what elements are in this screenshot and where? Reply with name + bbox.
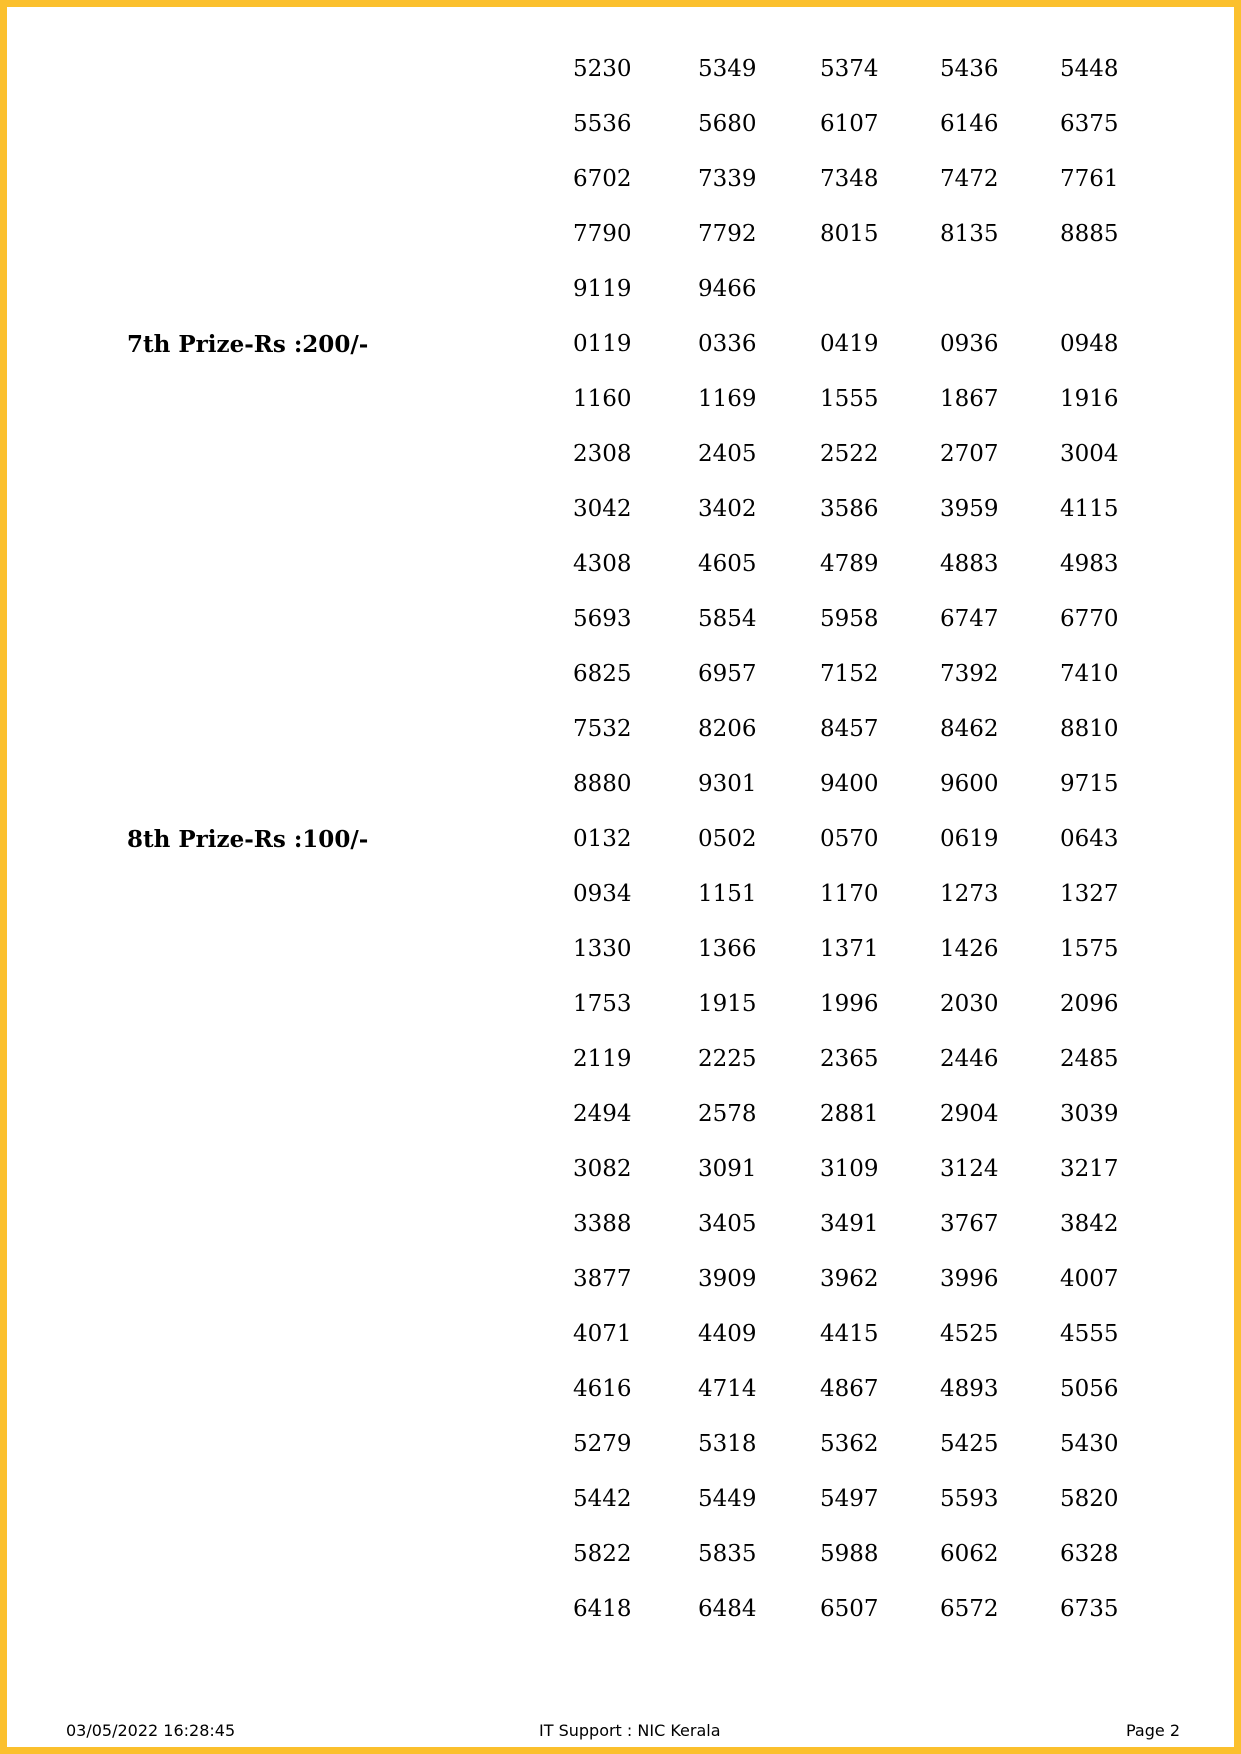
ticket-number: 3842	[1060, 1211, 1119, 1237]
ticket-number: 2096	[1060, 991, 1119, 1017]
ticket-number: 5497	[820, 1486, 879, 1512]
ticket-number: 9400	[820, 771, 879, 797]
ticket-number: 4525	[940, 1321, 999, 1347]
ticket-number: 3909	[698, 1266, 757, 1292]
footer-timestamp: 03/05/2022 16:28:45	[66, 1721, 236, 1740]
ticket-number: 1555	[820, 386, 879, 412]
ticket-number: 0419	[820, 331, 879, 357]
ticket-number: 6328	[1060, 1541, 1119, 1567]
ticket-number: 5820	[1060, 1486, 1119, 1512]
ticket-number: 3042	[573, 496, 632, 522]
ticket-number: 3491	[820, 1211, 879, 1237]
table-row	[7, 1527, 1241, 1582]
prize-heading: 8th Prize-Rs :100/-	[127, 826, 369, 853]
ticket-number: 7348	[820, 166, 879, 192]
table-row	[7, 1362, 1241, 1417]
ticket-number: 7532	[573, 716, 632, 742]
ticket-number: 5362	[820, 1431, 879, 1457]
table-row	[7, 317, 1241, 372]
ticket-number: 4007	[1060, 1266, 1119, 1292]
ticket-number: 3767	[940, 1211, 999, 1237]
ticket-number: 1366	[698, 936, 757, 962]
ticket-number: 2030	[940, 991, 999, 1017]
footer-page-number: Page 2	[1126, 1721, 1180, 1740]
ticket-number: 3091	[698, 1156, 757, 1182]
ticket-number: 4071	[573, 1321, 632, 1347]
ticket-number: 1867	[940, 386, 999, 412]
ticket-number: 2225	[698, 1046, 757, 1072]
ticket-number: 8457	[820, 716, 879, 742]
ticket-number: 2522	[820, 441, 879, 467]
ticket-number: 9301	[698, 771, 757, 797]
ticket-number: 1371	[820, 936, 879, 962]
ticket-number: 5230	[573, 56, 632, 82]
ticket-number: 5056	[1060, 1376, 1119, 1402]
ticket-number: 2119	[573, 1046, 632, 1072]
table-row	[7, 152, 1241, 207]
ticket-number: 6484	[698, 1596, 757, 1622]
table-row	[7, 1087, 1241, 1142]
ticket-number: 2881	[820, 1101, 879, 1127]
ticket-number: 4555	[1060, 1321, 1119, 1347]
ticket-number: 9119	[573, 276, 632, 302]
ticket-number: 3877	[573, 1266, 632, 1292]
ticket-number: 6770	[1060, 606, 1119, 632]
ticket-number: 1273	[940, 881, 999, 907]
ticket-number: 6062	[940, 1541, 999, 1567]
ticket-number: 5822	[573, 1541, 632, 1567]
ticket-number: 7152	[820, 661, 879, 687]
ticket-number: 2494	[573, 1101, 632, 1127]
ticket-number: 5958	[820, 606, 879, 632]
ticket-number: 8015	[820, 221, 879, 247]
ticket-number: 4115	[1060, 496, 1119, 522]
ticket-number: 4789	[820, 551, 879, 577]
ticket-number: 7761	[1060, 166, 1119, 192]
ticket-number: 9715	[1060, 771, 1119, 797]
table-row	[7, 372, 1241, 427]
ticket-number: 5425	[940, 1431, 999, 1457]
ticket-number: 2365	[820, 1046, 879, 1072]
table-row	[7, 977, 1241, 1032]
ticket-number: 5988	[820, 1541, 879, 1567]
ticket-number: 2446	[940, 1046, 999, 1072]
table-row	[7, 427, 1241, 482]
table-row	[7, 97, 1241, 152]
table-row	[7, 812, 1241, 867]
ticket-number: 1169	[698, 386, 757, 412]
ticket-number: 0948	[1060, 331, 1119, 357]
table-row	[7, 592, 1241, 647]
ticket-number: 5436	[940, 56, 999, 82]
ticket-number: 3962	[820, 1266, 879, 1292]
ticket-number: 0502	[698, 826, 757, 852]
ticket-number: 4893	[940, 1376, 999, 1402]
ticket-number: 7792	[698, 221, 757, 247]
ticket-number: 5279	[573, 1431, 632, 1457]
ticket-number: 1916	[1060, 386, 1119, 412]
table-row	[7, 1142, 1241, 1197]
ticket-number: 7392	[940, 661, 999, 687]
ticket-number: 5430	[1060, 1431, 1119, 1457]
ticket-number: 6375	[1060, 111, 1119, 137]
ticket-number: 1327	[1060, 881, 1119, 907]
table-row	[7, 207, 1241, 262]
table-row	[7, 702, 1241, 757]
ticket-number: 4605	[698, 551, 757, 577]
ticket-number: 1996	[820, 991, 879, 1017]
ticket-number: 9466	[698, 276, 757, 302]
ticket-number: 5374	[820, 56, 879, 82]
ticket-number: 5448	[1060, 56, 1119, 82]
ticket-number: 0119	[573, 331, 632, 357]
ticket-number: 1426	[940, 936, 999, 962]
ticket-number: 5593	[940, 1486, 999, 1512]
ticket-number: 3405	[698, 1211, 757, 1237]
table-row	[7, 262, 1241, 317]
ticket-number: 2904	[940, 1101, 999, 1127]
ticket-number: 3388	[573, 1211, 632, 1237]
ticket-number: 1151	[698, 881, 757, 907]
ticket-number: 1915	[698, 991, 757, 1017]
table-row	[7, 1252, 1241, 1307]
ticket-number: 6418	[573, 1596, 632, 1622]
ticket-number: 4867	[820, 1376, 879, 1402]
ticket-number: 1753	[573, 991, 632, 1017]
ticket-number: 7339	[698, 166, 757, 192]
table-row	[7, 1472, 1241, 1527]
ticket-number: 3217	[1060, 1156, 1119, 1182]
ticket-number: 8880	[573, 771, 632, 797]
ticket-number: 6507	[820, 1596, 879, 1622]
table-row	[7, 922, 1241, 977]
ticket-number: 8885	[1060, 221, 1119, 247]
ticket-number: 4308	[573, 551, 632, 577]
ticket-number: 3039	[1060, 1101, 1119, 1127]
table-row	[7, 867, 1241, 922]
ticket-number: 2405	[698, 441, 757, 467]
footer-support: IT Support : NIC Kerala	[539, 1721, 721, 1740]
ticket-number: 5835	[698, 1541, 757, 1567]
table-row	[7, 42, 1241, 97]
ticket-number: 5680	[698, 111, 757, 137]
ticket-number: 6735	[1060, 1596, 1119, 1622]
ticket-number: 7472	[940, 166, 999, 192]
ticket-number: 0619	[940, 826, 999, 852]
table-row	[7, 537, 1241, 592]
prize-heading: 7th Prize-Rs :200/-	[127, 331, 369, 358]
ticket-number: 2485	[1060, 1046, 1119, 1072]
ticket-number: 8810	[1060, 716, 1119, 742]
ticket-number: 1575	[1060, 936, 1119, 962]
ticket-number: 3402	[698, 496, 757, 522]
ticket-number: 6825	[573, 661, 632, 687]
ticket-number: 7790	[573, 221, 632, 247]
table-row	[7, 1307, 1241, 1362]
ticket-number: 3996	[940, 1266, 999, 1292]
table-row	[7, 482, 1241, 537]
ticket-number: 5318	[698, 1431, 757, 1457]
table-row	[7, 1197, 1241, 1252]
ticket-number: 6146	[940, 111, 999, 137]
ticket-number: 4415	[820, 1321, 879, 1347]
ticket-number: 4409	[698, 1321, 757, 1347]
ticket-number: 0336	[698, 331, 757, 357]
ticket-number: 1170	[820, 881, 879, 907]
table-row	[7, 757, 1241, 812]
ticket-number: 5449	[698, 1486, 757, 1512]
ticket-number: 5536	[573, 111, 632, 137]
ticket-number: 8206	[698, 716, 757, 742]
ticket-number: 0570	[820, 826, 879, 852]
ticket-number: 3586	[820, 496, 879, 522]
table-row	[7, 1417, 1241, 1472]
ticket-number: 9600	[940, 771, 999, 797]
ticket-number: 2707	[940, 441, 999, 467]
ticket-number: 4883	[940, 551, 999, 577]
ticket-number: 4714	[698, 1376, 757, 1402]
ticket-number: 1160	[573, 386, 632, 412]
ticket-number: 0936	[940, 331, 999, 357]
ticket-number: 1330	[573, 936, 632, 962]
ticket-number: 6107	[820, 111, 879, 137]
ticket-number: 4616	[573, 1376, 632, 1402]
ticket-number: 7410	[1060, 661, 1119, 687]
ticket-number: 3082	[573, 1156, 632, 1182]
ticket-number: 6747	[940, 606, 999, 632]
ticket-number: 2308	[573, 441, 632, 467]
ticket-number: 6702	[573, 166, 632, 192]
ticket-number: 3959	[940, 496, 999, 522]
ticket-number: 3004	[1060, 441, 1119, 467]
table-row	[7, 647, 1241, 702]
ticket-number: 8135	[940, 221, 999, 247]
ticket-number: 2578	[698, 1101, 757, 1127]
ticket-number: 0643	[1060, 826, 1119, 852]
ticket-number: 3109	[820, 1156, 879, 1182]
table-row	[7, 1032, 1241, 1087]
ticket-number: 8462	[940, 716, 999, 742]
ticket-number: 4983	[1060, 551, 1119, 577]
ticket-number: 6957	[698, 661, 757, 687]
ticket-number: 5854	[698, 606, 757, 632]
table-row	[7, 1582, 1241, 1637]
ticket-number: 0934	[573, 881, 632, 907]
ticket-number: 0132	[573, 826, 632, 852]
ticket-number: 5349	[698, 56, 757, 82]
ticket-number: 5693	[573, 606, 632, 632]
ticket-number: 5442	[573, 1486, 632, 1512]
ticket-number: 3124	[940, 1156, 999, 1182]
ticket-number: 6572	[940, 1596, 999, 1622]
